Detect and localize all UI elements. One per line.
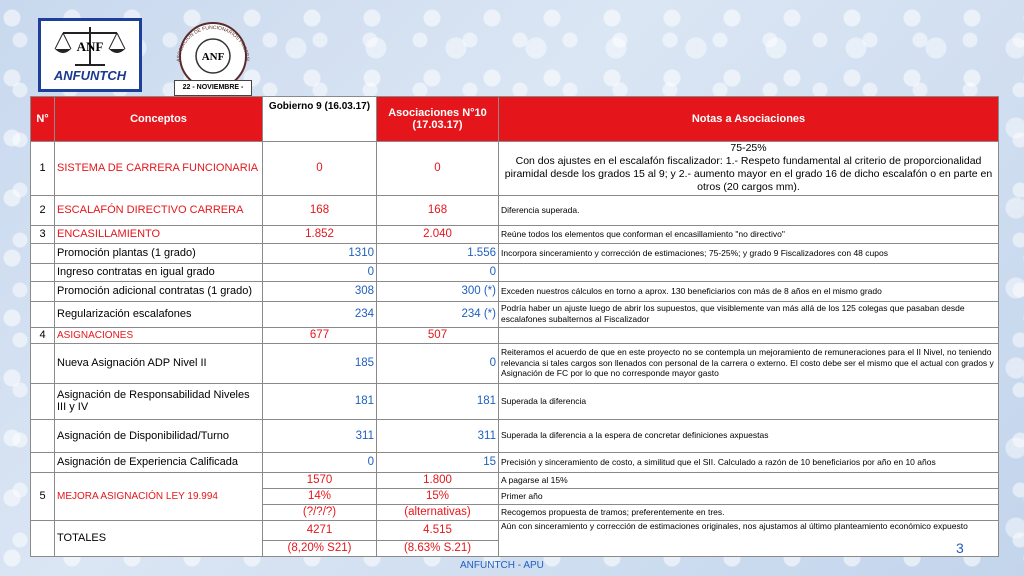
header-asociaciones: Asociaciones N°10 (17.03.17) — [377, 97, 499, 142]
row-concept: Asignación de Disponibilidad/Turno — [55, 419, 263, 452]
row-asoc: 234 (*) — [377, 301, 499, 327]
row-note: Reúne todos los elementos que conforman el encasillamiento "no directivo" — [499, 225, 999, 243]
header-row — [31, 97, 999, 142]
table-row — [31, 383, 999, 419]
row-asoc: 0 — [377, 142, 499, 196]
totales-label: TOTALES — [55, 520, 263, 556]
row-note: Superada la diferencia — [499, 383, 999, 419]
row-note: Primer año — [499, 488, 999, 504]
row-concept: Asignación de Experiencia Calificada — [55, 452, 263, 472]
seal-date: 22 - NOVIEMBRE - — [174, 80, 252, 96]
seal-icon — [170, 16, 256, 86]
totales-gov-pct: (8,20% S21) — [263, 540, 377, 556]
row-gov: 1.852 — [263, 225, 377, 243]
row-concept: Promoción plantas (1 grado) — [55, 243, 263, 263]
association-seal — [170, 16, 256, 96]
table-row — [31, 327, 999, 343]
totales-asoc: 4.515 — [377, 520, 499, 540]
row-number: 4 — [31, 327, 55, 343]
scales-icon — [41, 21, 139, 73]
row-asoc: 0 — [377, 263, 499, 281]
row-asoc: 2.040 — [377, 225, 499, 243]
row-number — [31, 343, 55, 383]
footer-text: ANFUNTCH - APU — [460, 560, 544, 571]
comparison-table — [30, 96, 999, 557]
header-gobierno: Gobierno 9 (16.03.17) — [263, 97, 377, 142]
row-concept: Ingreso contratas en igual grado — [55, 263, 263, 281]
table-row — [31, 195, 999, 225]
table-row — [31, 452, 999, 472]
row-concept: ASIGNACIONES — [55, 327, 263, 343]
totales-row — [31, 520, 999, 540]
row-number — [31, 243, 55, 263]
header-n: N° — [31, 97, 55, 142]
row-asoc: 507 — [377, 327, 499, 343]
row-asoc: 300 (*) — [377, 281, 499, 301]
row-gov: 234 — [263, 301, 377, 327]
row-concept: Asignación de Responsabilidad Niveles III y IV — [55, 383, 263, 419]
table-row — [31, 243, 999, 263]
totales-gov: 4271 — [263, 520, 377, 540]
row-gov: 308 — [263, 281, 377, 301]
row-asoc: 15% — [377, 488, 499, 504]
row-asoc: (alternativas) — [377, 504, 499, 520]
row-concept: Nueva Asignación ADP Nivel II — [55, 343, 263, 383]
row-asoc: 311 — [377, 419, 499, 452]
row-note: Superada la diferencia a la espera de concretar definiciones axpuestas — [499, 419, 999, 452]
row-gov: 1570 — [263, 472, 377, 488]
row-asoc: 181 — [377, 383, 499, 419]
totales-asoc-pct: (8.63% S.21) — [377, 540, 499, 556]
row-gov: 0 — [263, 452, 377, 472]
row-concept: MEJORA ASIGNACIÓN LEY 19.994 — [55, 472, 263, 520]
table-row — [31, 301, 999, 327]
totales-note: Aún con sinceramiento y corrección de estimaciones originales, nos ajustamos al último planteamiento económico expuesto — [499, 520, 999, 556]
table-row — [31, 281, 999, 301]
anfuntch-logo-text: ANFUNTCH — [53, 68, 127, 83]
table-row — [31, 419, 999, 452]
row-number: 1 — [31, 142, 55, 196]
table-row — [31, 225, 999, 243]
row-note — [499, 327, 999, 343]
header-conceptos: Conceptos — [55, 97, 263, 142]
row-note: A pagarse al 15% — [499, 472, 999, 488]
row-number — [31, 281, 55, 301]
row-asoc: 0 — [377, 343, 499, 383]
row-gov: 311 — [263, 419, 377, 452]
row-number — [31, 301, 55, 327]
row-concept: Promoción adicional contratas (1 grado) — [55, 281, 263, 301]
row-concept: ENCASILLAMIENTO — [55, 225, 263, 243]
row-note: Podría haber un ajuste luego de abrir los supuestos, que visiblemente van más allá de los 125 colegas que pasaban desde escalafones subalternos al Fiscalizador — [499, 301, 999, 327]
row-asoc: 168 — [377, 195, 499, 225]
row-number: 3 — [31, 225, 55, 243]
row-number — [31, 419, 55, 452]
row-gov: 168 — [263, 195, 377, 225]
row-gov: 0 — [263, 142, 377, 196]
row-number: 2 — [31, 195, 55, 225]
table-row — [31, 343, 999, 383]
row-number — [31, 452, 55, 472]
row-concept: Regularización escalafones — [55, 301, 263, 327]
row-asoc: 1.556 — [377, 243, 499, 263]
row-note: 75-25% Con dos ajustes en el escalafón fiscalizador: 1.- Respeto fundamental al criterio de proporcionalidad piramidal desde los grados 15 al 9; y 2.- aumento mayor en el grado 16 de dicho escalafón o en parte en otros (20 cargos mm). — [499, 142, 999, 196]
table-row — [31, 263, 999, 281]
row-concept: ESCALAFÓN DIRECTIVO CARRERA — [55, 195, 263, 225]
row-gov: (?/?/?) — [263, 504, 377, 520]
row-gov: 677 — [263, 327, 377, 343]
row-asoc: 15 — [377, 452, 499, 472]
row-note — [499, 263, 999, 281]
seal-letters: ANF — [201, 51, 225, 63]
row-gov: 0 — [263, 263, 377, 281]
table-row — [31, 472, 999, 488]
logo1-letters: ANF — [76, 39, 104, 54]
row-gov: 14% — [263, 488, 377, 504]
row-asoc: 1.800 — [377, 472, 499, 488]
page-number: 3 — [956, 540, 964, 556]
seal-ring-text: ASOCIACION DE FUNCIONARIOS PROFESI — [175, 24, 251, 63]
anfuntch-logo — [38, 18, 142, 92]
header-notas: Notas a Asociaciones — [499, 97, 999, 142]
table-row — [31, 142, 999, 196]
row-note: Recogemos propuesta de tramos; preferentemente en tres. — [499, 504, 999, 520]
row-gov: 185 — [263, 343, 377, 383]
row-note: Precisión y sinceramiento de costo, a similitud que el SII. Calculado a razón de 10 beneficiarios por año en 10 años — [499, 452, 999, 472]
row-gov: 181 — [263, 383, 377, 419]
row-note: Reiteramos el acuerdo de que en este proyecto no se contempla un mejoramiento de remuneraciones para el II Nivel, no teniendo relevancia si tales cargos son llenados con personal de la carrera o externo. El costo debe ser el mismo que el actual con grados y Asignación de FC por lo que no corresponde mayor gasto — [499, 343, 999, 383]
row-note: Exceden nuestros cálculos en torno a aprox. 130 beneficiarios con más de 8 años en el mismo grado — [499, 281, 999, 301]
row-gov: 1310 — [263, 243, 377, 263]
row-number — [31, 263, 55, 281]
row-number: 5 — [31, 472, 55, 520]
row-note: Incorpora sinceramiento y corrección de estimaciones; 75-25%; y grado 9 Fiscalizadores con 48 cupos — [499, 243, 999, 263]
row-number — [31, 383, 55, 419]
row-concept: SISTEMA DE CARRERA FUNCIONARIA — [55, 142, 263, 196]
row-note: Diferencia superada. — [499, 195, 999, 225]
